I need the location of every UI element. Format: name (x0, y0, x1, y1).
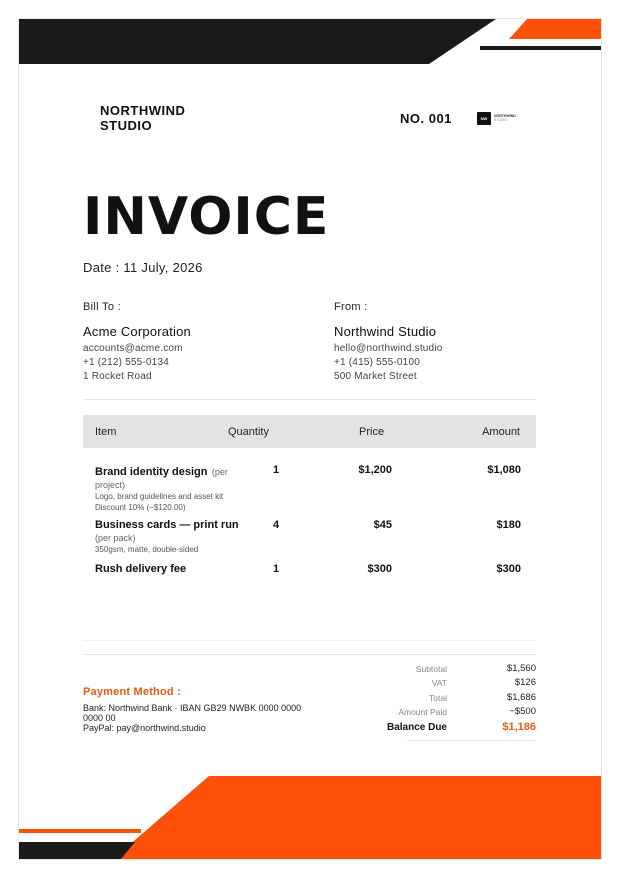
logo-name: NORTHWIND (494, 114, 516, 118)
logo (477, 111, 521, 125)
item-name: Brand identity design (95, 466, 208, 478)
from-name: Northwind Studio (334, 324, 437, 339)
table-bottom-divider (83, 640, 536, 641)
item-unit-cont: project) (95, 480, 126, 490)
bill-to-phone: +1 (212) 555-0134 (83, 357, 169, 368)
footer-orange-band (113, 776, 601, 859)
from-label: From : (334, 301, 368, 313)
subtotal-label: Subtotal (415, 664, 447, 674)
payment-bank (83, 703, 323, 723)
bill-to-name: Acme Corporation (83, 324, 191, 339)
amount-paid-label: Amount Paid (398, 707, 447, 717)
balance-due-label: Balance Due (386, 722, 447, 733)
header-item: Item (95, 426, 117, 438)
from-address: 500 Market Street (334, 371, 417, 382)
bill-to-address: 1 Rocket Road (83, 371, 152, 382)
item-amount: $180 (496, 519, 521, 531)
total-value: $1,686 (506, 692, 536, 703)
item-description: 350gsm, matte, double-sided (95, 545, 199, 554)
summary-bottom-divider (407, 740, 536, 741)
logo-words (494, 114, 516, 122)
from-email: hello@northwind.studio (334, 343, 443, 354)
from-phone: +1 (415) 555-0100 (334, 357, 420, 368)
invoice-title: INVOICE (83, 187, 330, 247)
logo-sub: STUDIO (494, 118, 508, 122)
invoice-number: NO. 001 (400, 111, 452, 126)
item-qty: 4 (273, 519, 280, 531)
header-dark-line (480, 46, 601, 50)
table-row (95, 464, 265, 513)
item-price: $45 (373, 519, 392, 531)
header-quantity: Quantity (228, 426, 269, 438)
table-header (83, 415, 536, 448)
company-name-line1: NORTHWIND (100, 103, 186, 118)
item-qty: 1 (273, 563, 280, 575)
company-name (100, 103, 185, 133)
bill-to-email: accounts@acme.com (83, 343, 183, 354)
subtotal-value: $1,560 (506, 663, 536, 674)
header-price: Price (359, 426, 385, 438)
payment-bank-line2: 0000 00 (83, 713, 116, 723)
amount-paid-value: −$500 (509, 706, 536, 717)
section-divider (83, 399, 536, 400)
balance-due-value: $1,186 (502, 721, 536, 733)
vat-value: $126 (514, 677, 536, 688)
vat-label: VAT (431, 678, 447, 688)
header-orange-tab (509, 19, 601, 39)
footer-dark-strip (19, 842, 135, 859)
item-description: Logo, brand guidelines and asset kit (95, 492, 224, 501)
bill-to-label: Bill To : (83, 301, 121, 313)
item-name: Rush delivery fee (95, 563, 187, 575)
payment-method-title: Payment Method : (83, 686, 181, 698)
footer-orange-line (19, 829, 141, 833)
logo-mark: NW (477, 112, 491, 125)
bill-to-block (83, 301, 303, 384)
table-row (95, 519, 265, 555)
item-unit: (per pack) (95, 533, 136, 543)
header-amount: Amount (482, 426, 520, 438)
table-row (95, 563, 265, 576)
company-name-line2: STUDIO (100, 118, 153, 133)
item-price: $300 (367, 563, 392, 575)
summary-divider (83, 654, 536, 655)
item-price: $1,200 (358, 464, 392, 476)
item-name: Business cards — print run (95, 519, 239, 531)
invoice-page (19, 19, 601, 859)
payment-paypal: PayPal: pay@northwind.studio (83, 723, 206, 733)
from-block (334, 301, 534, 384)
item-unit: (per (211, 467, 228, 477)
header-dark-band (19, 19, 496, 64)
item-amount: $300 (496, 563, 521, 575)
item-discount: Discount 10% (−$120.00) (95, 503, 186, 512)
item-qty: 1 (273, 464, 280, 476)
total-label: Total (429, 693, 447, 703)
payment-bank-line1: Bank: Northwind Bank · IBAN GB29 NWBK 0000 0000 (83, 703, 302, 713)
item-amount: $1,080 (487, 464, 521, 476)
invoice-date: Date : 11 July, 2026 (83, 260, 203, 275)
